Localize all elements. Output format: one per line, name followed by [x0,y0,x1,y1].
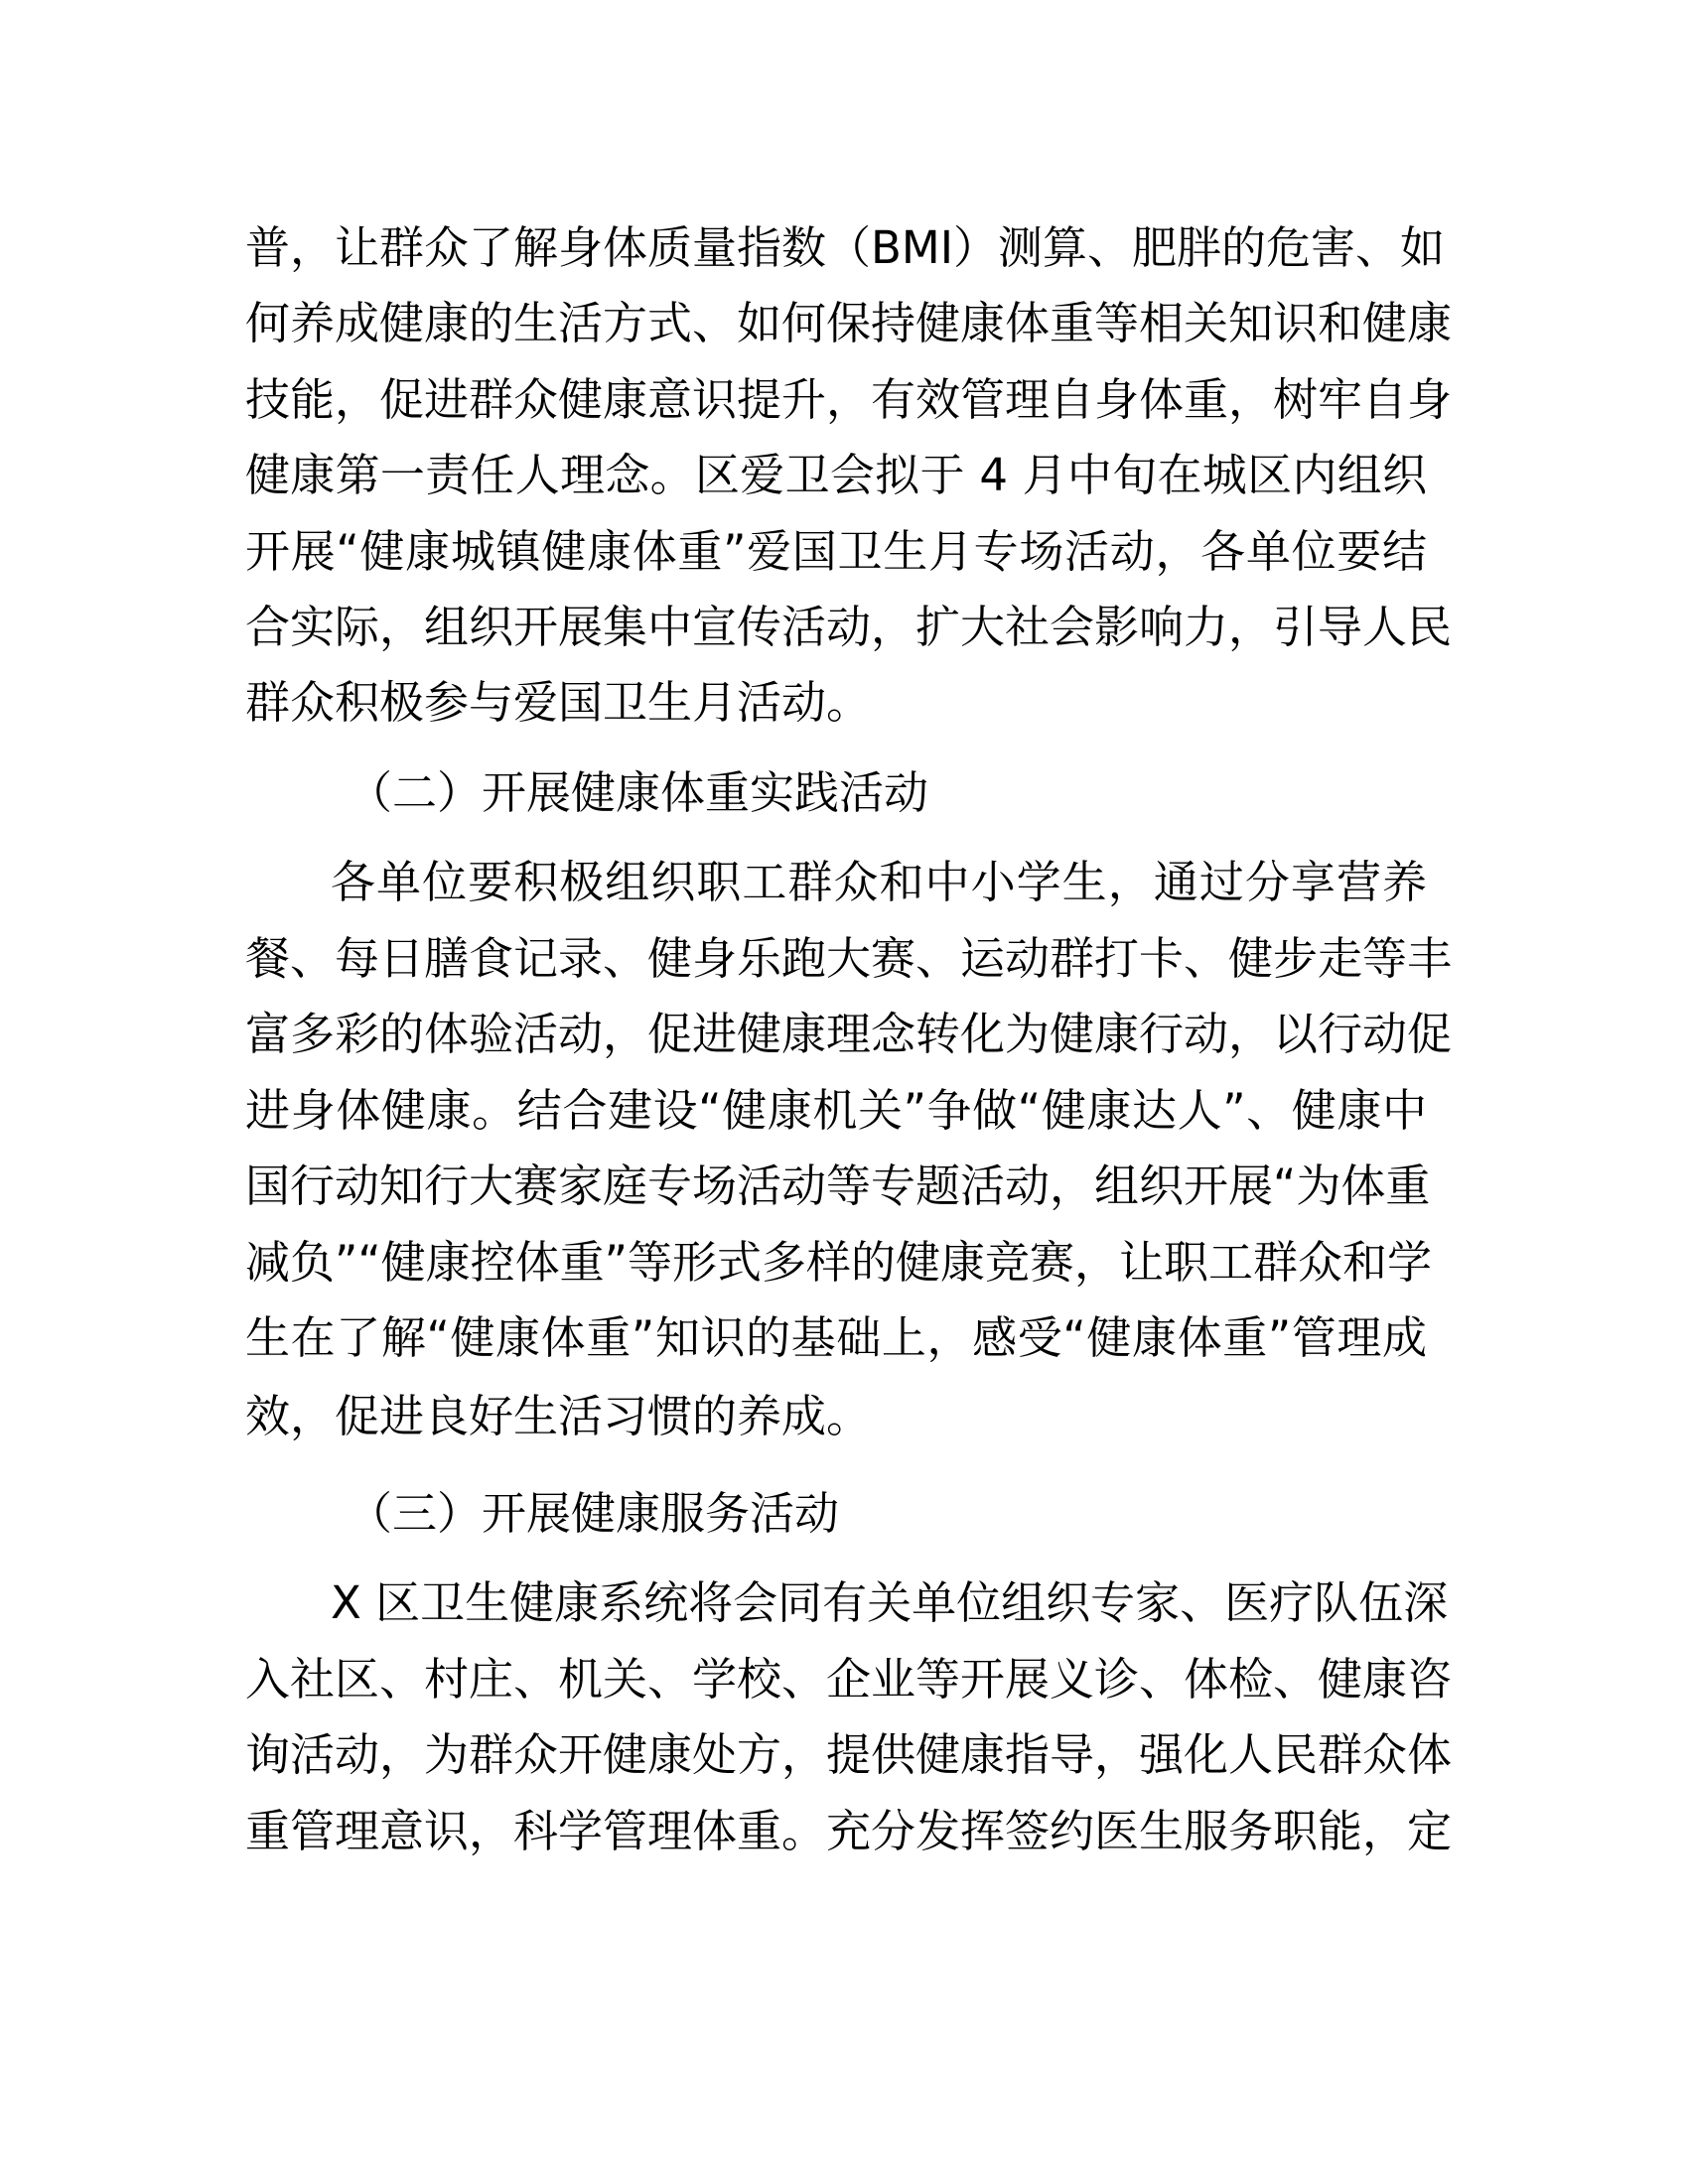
text-line: 普，让群众了解身体质量指数（BMI）测算、肥胖的危害、如 [245,221,1445,274]
text-line: 重管理意识，科学管理体重。充分发挥签约医生服务职能，定 [245,1805,1453,1857]
text-line: 各单位要积极组织职工群众和中小学生，通过分享营养 [331,856,1427,908]
text-line: 何养成健康的生活方式、如何保持健康体重等相关知识和健康 [245,297,1453,349]
text-line: 入社区、村庄、机关、学校、企业等开展义诊、体检、健康咨 [245,1653,1453,1706]
text-line: 进身体健康。结合建设“健康机关”争做“健康达人”、健康中 [245,1084,1427,1137]
text-line: 健康第一责任人理念。区爱卫会拟于 4 月中旬在城区内组织 [245,449,1427,501]
text-line: 开展“健康城镇健康体重”爱国卫生月专场活动，各单位要结 [245,525,1427,578]
text-line: 群众积极参与爱国卫生月活动。 [245,676,872,729]
text-line: 技能，促进群众健康意识提升，有效管理自身体重，树牢自身 [245,373,1453,426]
text-line: 国行动知行大赛家庭专场活动等专题活动，组织开展“为体重 [245,1160,1431,1212]
text-line: 询活动，为群众开健康处方，提供健康指导，强化人民群众体 [245,1728,1453,1781]
text-line: 减负”“健康控体重”等形式多样的健康竞赛，让职工群众和学 [245,1236,1432,1289]
text-line: X 区卫生健康系统将会同有关单位组织专家、医疗队伍深 [331,1576,1449,1629]
text-line: 效，促进良好生活习惯的养成。 [245,1390,872,1442]
text-line: 餐、每日膳食记录、健身乐跑大赛、运动群打卡、健步走等丰 [245,932,1453,985]
text-line: 生在了解“健康体重”知识的基础上，感受“健康体重”管理成 [245,1311,1427,1364]
text-line: 合实际，组织开展集中宣传活动，扩大社会影响力，引导人民 [245,601,1453,653]
section-heading-2: （二）开展健康体重实践活动 [348,766,929,819]
section-heading-3: （三）开展健康服务活动 [348,1487,840,1540]
text-line: 富多彩的体验活动，促进健康理念转化为健康行动，以行动促 [245,1008,1453,1060]
